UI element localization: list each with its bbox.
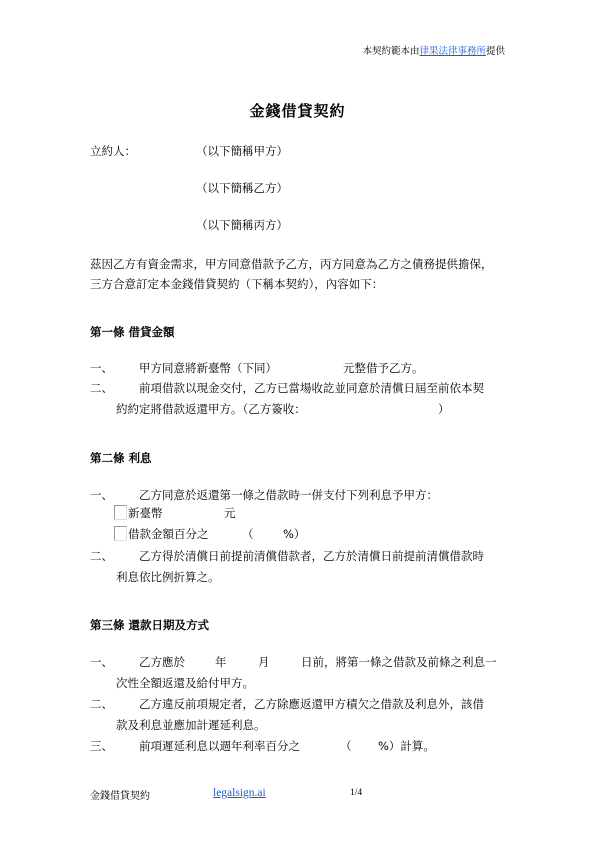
article-3-item-2-line-1: 乙方違反前項規定者，乙方除應返還甲方積欠之借款及利息外，該借 — [139, 697, 484, 711]
party-a-line: （以下簡稱甲方） — [196, 144, 288, 158]
article-2-heading: 第二條 利息 — [90, 451, 152, 465]
option-fixed-label: 新臺幣 — [128, 506, 163, 520]
article-2-item-2-line-2: 利息依比例折算之。 — [116, 570, 220, 584]
document-title: 金錢借貸契約 — [249, 102, 346, 120]
article-3-item-3-text-a: 前項遲延利息以週年利率百分之 — [139, 739, 300, 753]
option-percent-open-paren: （ — [242, 527, 254, 541]
checkbox-fixed-amount[interactable] — [114, 505, 127, 520]
footer-doc-name: 金錢借貸契約 — [90, 791, 150, 802]
option-percent-close: %） — [283, 527, 306, 541]
header-prefix: 本契約範本由 — [362, 46, 420, 57]
article-3-month: 月 — [258, 655, 270, 669]
article-3-item-3-open-paren: （ — [340, 739, 352, 753]
article-1-item-2-line-2: 約約定將借款返還甲方。（乙方簽收： — [116, 402, 306, 416]
article-2-item-2-line-1: 乙方得於清償日前提前清償借款者，乙方於清償日前提前清償借款時 — [139, 549, 484, 563]
article-3-item-1-line-2: 次性全額返還及給付甲方。 — [116, 676, 254, 690]
article-3-item-2-num: 二、 — [90, 697, 113, 711]
article-3-item-1-text-a: 乙方應於 — [139, 655, 185, 669]
article-3-item-2-line-2: 款及利息並應加計遲延利息。 — [116, 718, 266, 732]
article-2-item-1-num: 一、 — [90, 488, 113, 502]
article-3-item-3-text-c: %）計算。 — [378, 739, 435, 753]
signature-close-paren: ） — [438, 402, 450, 416]
law-firm-link[interactable]: 律果法律事務所 — [419, 46, 486, 57]
preamble-line-1: 茲因乙方有資金需求，甲方同意借款予乙方，丙方同意為乙方之債務提供擔保， — [90, 257, 493, 271]
party-c-line: （以下簡稱丙方） — [196, 218, 288, 232]
article-2-item-2-num: 二、 — [90, 549, 113, 563]
party-b-line: （以下簡稱乙方） — [196, 181, 288, 195]
footer-legalsign-link[interactable]: legalsign.ai — [213, 787, 266, 799]
article-2-item-1-text: 乙方同意於返還第一條之借款時一併支付下列利息予甲方： — [139, 488, 438, 502]
footer-page-number: 1/4 — [350, 788, 363, 798]
checkbox-percentage[interactable] — [114, 526, 127, 541]
article-1-heading: 第一條 借貸金額 — [90, 325, 175, 339]
article-1-item-2-num: 二、 — [90, 381, 113, 395]
preamble-line-2: 三方合意訂定本金錢借貸契約（下稱本契約），內容如下： — [90, 277, 384, 291]
article-1-item-1-text-b: 元整借予乙方。 — [343, 361, 424, 375]
interest-option-fixed[interactable] — [114, 505, 163, 521]
header-note — [362, 43, 505, 57]
article-1-item-1-text-a: 甲方同意將新臺幣（下同） — [139, 361, 277, 375]
article-3-year: 年 — [215, 655, 227, 669]
article-3-heading: 第三條 還款日期及方式 — [90, 618, 210, 632]
interest-option-percent[interactable] — [114, 526, 209, 542]
header-suffix: 提供 — [485, 46, 505, 57]
option-percent-label: 借款金額百分之 — [128, 527, 209, 541]
option-fixed-unit: 元 — [224, 506, 236, 520]
article-1-item-2-line-1: 前項借款以現金交付，乙方已當場收訖並同意於清償日屆至前依本契 — [139, 381, 484, 395]
article-3-item-1-text-b: 日前，將第一條之借款及前條之利息一 — [301, 655, 497, 669]
article-1-item-1-num: 一、 — [90, 361, 113, 375]
parties-label: 立約人： — [90, 144, 136, 158]
article-3-item-1-num: 一、 — [90, 655, 113, 669]
article-3-item-3-num: 三、 — [90, 739, 113, 753]
